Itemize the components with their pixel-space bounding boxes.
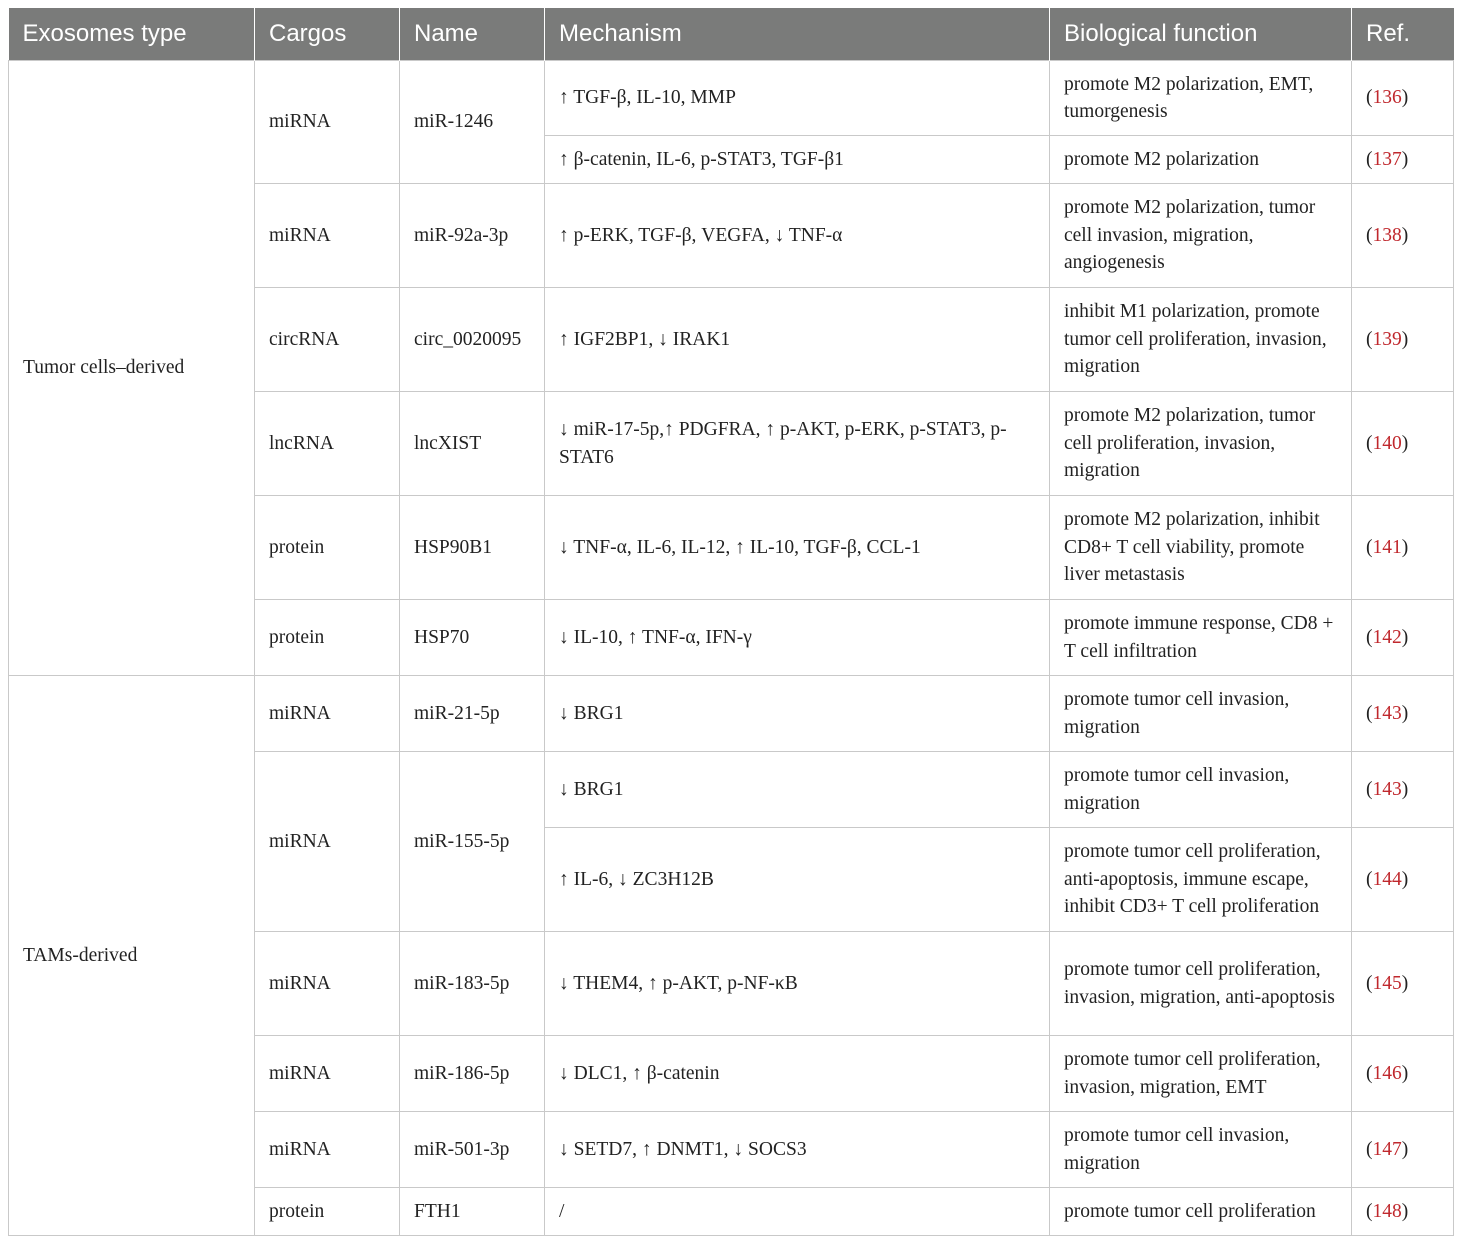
table-row: [9, 61, 1454, 136]
ref-link[interactable]: 148: [1372, 1200, 1402, 1222]
name-cell: FTH1: [400, 1188, 545, 1236]
cargo-cell: miRNA: [255, 1112, 400, 1188]
ref-cell: (138): [1352, 184, 1454, 288]
mechanism-cell: ↓ IL-10, ↑ TNF-α, IFN-γ: [545, 600, 1050, 676]
ref-cell: (144): [1352, 828, 1454, 932]
name-cell: miR-21-5p: [400, 676, 545, 752]
cargo-cell: lncRNA: [255, 392, 400, 496]
name-cell: miR-186-5p: [400, 1036, 545, 1112]
function-cell: promote tumor cell proliferation: [1050, 1188, 1352, 1236]
group-label: TAMs-derived: [9, 676, 255, 1236]
ref-cell: (148): [1352, 1188, 1454, 1236]
ref-link[interactable]: 139: [1372, 328, 1402, 350]
header-name: Name: [400, 8, 545, 61]
exosome-table: [8, 8, 1454, 1236]
mechanism-cell: ↓ DLC1, ↑ β-catenin: [545, 1036, 1050, 1112]
name-cell: lncXIST: [400, 392, 545, 496]
table-row: [9, 676, 1454, 752]
cargo-cell: protein: [255, 496, 400, 600]
ref-cell: (147): [1352, 1112, 1454, 1188]
cargo-cell: protein: [255, 600, 400, 676]
ref-link[interactable]: 140: [1372, 432, 1402, 454]
mechanism-cell: ↓ BRG1: [545, 752, 1050, 828]
ref-link[interactable]: 136: [1372, 87, 1402, 109]
function-cell: promote immune response, CD8 + T cell infiltration: [1050, 600, 1352, 676]
cargo-cell: miRNA: [255, 184, 400, 288]
name-cell: circ_0020095: [400, 288, 545, 392]
ref-link[interactable]: 143: [1372, 702, 1402, 724]
ref-cell: (137): [1352, 136, 1454, 184]
name-cell: miR-92a-3p: [400, 184, 545, 288]
header-cargos: Cargos: [255, 8, 400, 61]
ref-link[interactable]: 146: [1372, 1062, 1402, 1084]
name-cell: miR-155-5p: [400, 752, 545, 932]
ref-cell: (142): [1352, 600, 1454, 676]
header-row: [9, 8, 1454, 61]
ref-cell: (140): [1352, 392, 1454, 496]
cargo-cell: miRNA: [255, 676, 400, 752]
function-cell: promote tumor cell proliferation, anti-apoptosis, immune escape, inhibit CD3+ T cell proliferation: [1050, 828, 1352, 932]
function-cell: inhibit M1 polarization, promote tumor cell proliferation, invasion, migration: [1050, 288, 1352, 392]
header-ref: Ref.: [1352, 8, 1454, 61]
ref-cell: (143): [1352, 676, 1454, 752]
mechanism-cell: /: [545, 1188, 1050, 1236]
ref-cell: (141): [1352, 496, 1454, 600]
function-cell: promote tumor cell invasion, migration: [1050, 752, 1352, 828]
ref-link[interactable]: 138: [1372, 224, 1402, 246]
cargo-cell: miRNA: [255, 1036, 400, 1112]
ref-link[interactable]: 144: [1372, 868, 1402, 890]
mechanism-cell: ↓ miR-17-5p,↑ PDGFRA, ↑ p-AKT, p-ERK, p-STAT3, p-STAT6: [545, 392, 1050, 496]
ref-cell: (143): [1352, 752, 1454, 828]
group-label: Tumor cells–derived: [9, 61, 255, 676]
ref-link[interactable]: 137: [1372, 148, 1402, 170]
function-cell: promote M2 polarization, tumor cell invasion, migration, angiogenesis: [1050, 184, 1352, 288]
name-cell: HSP90B1: [400, 496, 545, 600]
function-cell: promote M2 polarization, inhibit CD8+ T cell viability, promote liver metastasis: [1050, 496, 1352, 600]
function-cell: promote M2 polarization: [1050, 136, 1352, 184]
mechanism-cell: ↓ BRG1: [545, 676, 1050, 752]
mechanism-cell: ↑ β-catenin, IL-6, p-STAT3, TGF-β1: [545, 136, 1050, 184]
ref-cell: (146): [1352, 1036, 1454, 1112]
mechanism-cell: ↑ IL-6, ↓ ZC3H12B: [545, 828, 1050, 932]
function-cell: promote tumor cell invasion, migration: [1050, 1112, 1352, 1188]
ref-cell: (136): [1352, 61, 1454, 136]
function-cell: promote tumor cell proliferation, invasion, migration, anti-apoptosis: [1050, 932, 1352, 1036]
cargo-cell: miRNA: [255, 752, 400, 932]
header-mechanism: Mechanism: [545, 8, 1050, 61]
cargo-cell: miRNA: [255, 61, 400, 184]
cargo-cell: circRNA: [255, 288, 400, 392]
function-cell: promote M2 polarization, tumor cell proliferation, invasion, migration: [1050, 392, 1352, 496]
function-cell: promote tumor cell proliferation, invasion, migration, EMT: [1050, 1036, 1352, 1112]
name-cell: miR-183-5p: [400, 932, 545, 1036]
mechanism-cell: ↓ TNF-α, IL-6, IL-12, ↑ IL-10, TGF-β, CCL-1: [545, 496, 1050, 600]
mechanism-cell: ↓ THEM4, ↑ p-AKT, p-NF-κB: [545, 932, 1050, 1036]
mechanism-cell: ↑ p-ERK, TGF-β, VEGFA, ↓ TNF-α: [545, 184, 1050, 288]
ref-link[interactable]: 147: [1372, 1138, 1402, 1160]
mechanism-cell: ↑ IGF2BP1, ↓ IRAK1: [545, 288, 1050, 392]
name-cell: miR-501-3p: [400, 1112, 545, 1188]
name-cell: HSP70: [400, 600, 545, 676]
cargo-cell: miRNA: [255, 932, 400, 1036]
function-cell: promote tumor cell invasion, migration: [1050, 676, 1352, 752]
ref-cell: (139): [1352, 288, 1454, 392]
ref-link[interactable]: 142: [1372, 626, 1402, 648]
ref-link[interactable]: 145: [1372, 972, 1402, 994]
cargo-cell: protein: [255, 1188, 400, 1236]
mechanism-cell: ↓ SETD7, ↑ DNMT1, ↓ SOCS3: [545, 1112, 1050, 1188]
mechanism-cell: ↑ TGF-β, IL-10, MMP: [545, 61, 1050, 136]
function-cell: promote M2 polarization, EMT, tumorgenesis: [1050, 61, 1352, 136]
ref-link[interactable]: 141: [1372, 536, 1402, 558]
ref-link[interactable]: 143: [1372, 778, 1402, 800]
header-biological-function: Biological function: [1050, 8, 1352, 61]
ref-cell: (145): [1352, 932, 1454, 1036]
header-exosomes-type: Exosomes type: [9, 8, 255, 61]
name-cell: miR-1246: [400, 61, 545, 184]
